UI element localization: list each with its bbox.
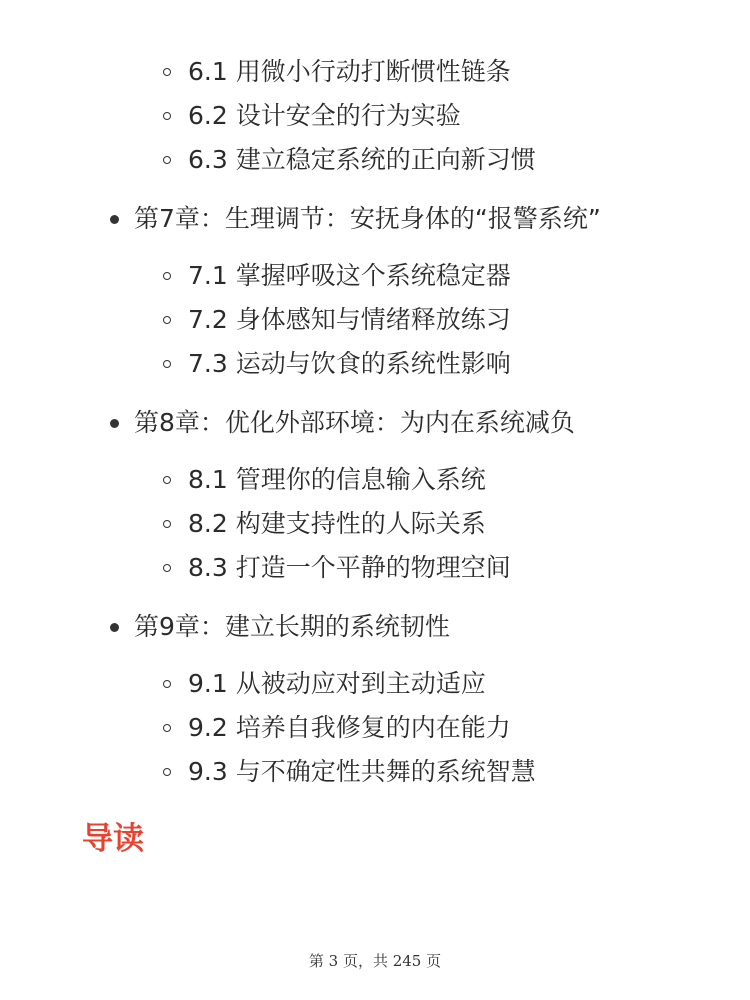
toc-subsection bbox=[0, 458, 750, 502]
toc-subsection bbox=[0, 94, 750, 138]
toc-subsection-text: 7.1 掌握呼吸这个系统稳定器 bbox=[188, 261, 511, 290]
disc-bullet-icon bbox=[110, 215, 119, 224]
toc-subsection bbox=[0, 706, 750, 750]
page-number-footer: 第 3 页，共 245 页 bbox=[308, 952, 442, 970]
toc-chapter-text: 第9章：建立长期的系统韧性 bbox=[134, 612, 450, 641]
toc-subsection-text: 8.1 管理你的信息输入系统 bbox=[188, 465, 486, 494]
circle-bullet-icon bbox=[163, 680, 171, 688]
toc-chapter-text: 第8章：优化外部环境：为内在系统减负 bbox=[134, 408, 575, 437]
toc-subsection-text: 6.1 用微小行动打断惯性链条 bbox=[188, 57, 511, 86]
circle-bullet-icon bbox=[163, 724, 171, 732]
toc-subsection-text: 9.1 从被动应对到主动适应 bbox=[188, 669, 486, 698]
circle-bullet-icon bbox=[163, 476, 171, 484]
table-of-contents bbox=[0, 50, 750, 794]
toc-subsection-text: 8.3 打造一个平静的物理空间 bbox=[188, 553, 511, 582]
toc-subsection-text: 7.3 运动与饮食的系统性影响 bbox=[188, 349, 511, 378]
toc-subsection bbox=[0, 502, 750, 546]
toc-subsection bbox=[0, 298, 750, 342]
toc-subsection bbox=[0, 546, 750, 590]
circle-bullet-icon bbox=[163, 272, 171, 280]
toc-chapter bbox=[0, 197, 750, 241]
disc-bullet-icon bbox=[110, 419, 119, 428]
toc-subsection bbox=[0, 138, 750, 182]
circle-bullet-icon bbox=[163, 360, 171, 368]
section-heading: 导读 bbox=[82, 821, 144, 857]
circle-bullet-icon bbox=[163, 768, 171, 776]
toc-chapter-text: 第7章：生理调节：安抚身体的“报警系统” bbox=[134, 204, 601, 233]
toc-chapter bbox=[0, 401, 750, 445]
toc-subsection-text: 7.2 身体感知与情绪释放练习 bbox=[188, 305, 511, 334]
toc-subsection-text: 9.2 培养自我修复的内在能力 bbox=[188, 713, 511, 742]
toc-chapter bbox=[0, 605, 750, 649]
toc-subsection-text: 6.3 建立稳定系统的正向新习惯 bbox=[188, 145, 536, 174]
circle-bullet-icon bbox=[163, 564, 171, 572]
circle-bullet-icon bbox=[163, 68, 171, 76]
toc-subsection-text: 6.2 设计安全的行为实验 bbox=[188, 101, 461, 130]
toc-subsection bbox=[0, 50, 750, 94]
toc-subsection bbox=[0, 254, 750, 298]
toc-subsection-text: 8.2 构建支持性的人际关系 bbox=[188, 509, 486, 538]
circle-bullet-icon bbox=[163, 156, 171, 164]
toc-subsection bbox=[0, 662, 750, 706]
toc-subsection bbox=[0, 750, 750, 794]
toc-subsection bbox=[0, 342, 750, 386]
circle-bullet-icon bbox=[163, 316, 171, 324]
circle-bullet-icon bbox=[163, 520, 171, 528]
toc-subsection-text: 9.3 与不确定性共舞的系统智慧 bbox=[188, 757, 536, 786]
disc-bullet-icon bbox=[110, 623, 119, 632]
circle-bullet-icon bbox=[163, 112, 171, 120]
